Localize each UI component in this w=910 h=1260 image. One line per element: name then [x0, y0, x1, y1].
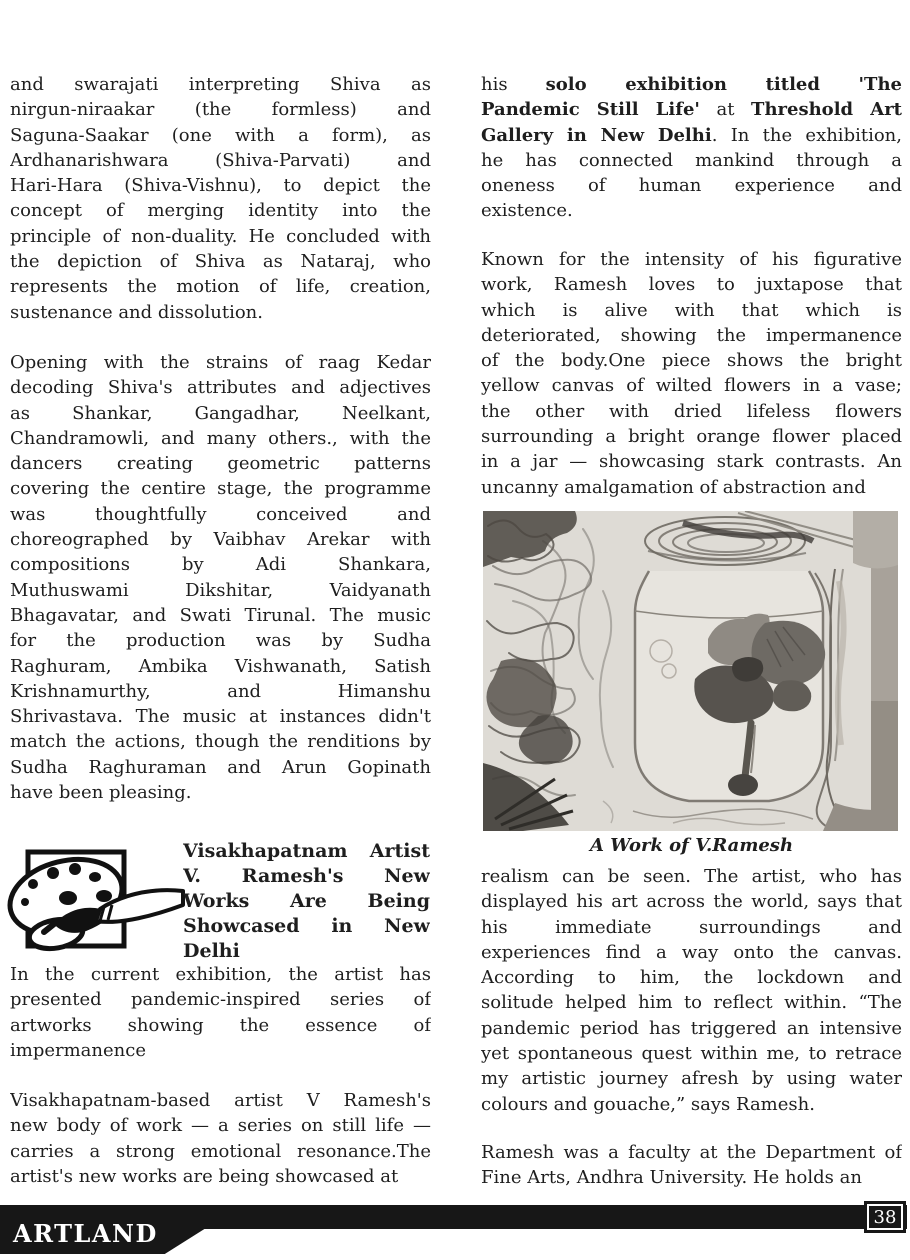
text-line: his immediate surroundings and	[481, 916, 902, 938]
text-line: existence.	[481, 200, 573, 222]
text-line	[481, 123, 902, 148]
feature-paragraph-3	[481, 864, 902, 1117]
text-line: dancers creating geometric patterns	[10, 453, 431, 475]
feature-paragraph-1	[481, 72, 902, 224]
text-line: artworks showing the essence of	[10, 1014, 431, 1036]
figure-caption: A Work of V.Ramesh	[589, 835, 794, 856]
text-line: Showcased in New	[183, 915, 430, 937]
text-line: of the body.One piece shows the bright	[481, 350, 902, 372]
text-line: for the production was by Sudha	[10, 630, 431, 652]
text-line: new body of work — a series on still life —	[10, 1115, 431, 1137]
text-line: the depiction of Shiva as Nataraj, who	[10, 251, 431, 273]
text-line: match the actions, though the renditions by	[10, 731, 431, 753]
text-line: nirgun-niraakar (the formless) and	[10, 99, 431, 121]
bold-text-segment: Gallery in New Delhi	[481, 124, 712, 146]
text-line: presented pandemic-inspired series of	[10, 989, 431, 1011]
text-line: deteriorated, showing the impermanence	[481, 324, 902, 346]
text-line: work, Ramesh loves to juxtapose that	[481, 274, 902, 296]
text-line: Visakhapatnam-based artist V Ramesh's	[10, 1090, 431, 1111]
text-line: compositions by Adi Shankara,	[10, 554, 431, 576]
text-line: Delhi	[183, 940, 240, 962]
text-line: Works Are Being	[183, 890, 430, 912]
text-line: Visakhapatnam Artist	[183, 840, 430, 862]
text-line: Fine Arts, Andhra University. He holds an	[481, 1167, 862, 1189]
text-line	[481, 97, 902, 122]
artwork-image	[483, 511, 898, 831]
text-line: In the current exhibition, the artist has	[10, 964, 431, 985]
page-number-badge: 38	[867, 1204, 903, 1230]
text-line: my artistic journey afresh by using water	[481, 1068, 902, 1090]
text-line: Bhagavatar, and Swati Tirunal. The music	[10, 604, 431, 626]
text-line: Raghuram, Ambika Vishwanath, Satish	[10, 655, 431, 677]
text-line: Saguna-Saakar (one with a form), as	[10, 124, 431, 146]
text-line: choreographed by Vaibhav Arekar with	[10, 529, 431, 551]
text-line: Ardhanarishwara (Shiva-Parvati) and	[10, 149, 431, 171]
dance-review-paragraph-1	[10, 72, 431, 325]
text-line: yet spontaneous quest within me, to retrace	[481, 1043, 902, 1065]
feature-intro-paragraph	[10, 1088, 431, 1189]
text-line: artist's new works are being showcased at	[10, 1165, 399, 1187]
text-line: principle of non-duality. He concluded with	[10, 225, 431, 247]
text-line: impermanence	[10, 1039, 146, 1061]
text-line: he has connected mankind through a	[481, 149, 902, 171]
text-line: Sudha Raghuraman and Arun Gopinath	[10, 756, 431, 778]
text-line: which is alive with that which is	[481, 299, 902, 321]
text-line: represents the motion of life, creation,	[10, 276, 431, 298]
text-line: uncanny amalgamation of abstraction and	[481, 476, 866, 498]
text-line: pandemic period has triggered an intensive	[481, 1017, 902, 1039]
text-line: Krishnamurthy, and Himanshu	[10, 680, 431, 702]
text-line: Chandramowli, and many others., with the	[10, 427, 431, 449]
text-line: as Shankar, Gangadhar, Neelkant,	[10, 402, 431, 424]
magazine-brand: ARTLAND	[13, 1219, 158, 1248]
text-line: Shrivastava. The music at instances didn't	[10, 706, 431, 728]
text-line: V. Ramesh's New	[183, 865, 430, 887]
text-line: realism can be seen. The artist, who has	[481, 866, 902, 887]
text-line: yellow canvas of wilted flowers in a vase;	[481, 375, 902, 397]
text-line: and swarajati interpreting Shiva as	[10, 74, 431, 95]
text-line: Muthuswami Dikshitar, Vaidyanath	[10, 579, 431, 601]
text-line	[481, 72, 902, 97]
text-line: Known for the intensity of his figurative	[481, 249, 902, 270]
feature-paragraph-2	[481, 247, 902, 500]
text-line: Hari-Hara (Shiva-Vishnu), to depict the	[10, 175, 431, 197]
text-segment: at	[699, 99, 752, 121]
text-line: was thoughtfully conceived and	[10, 503, 431, 525]
text-line: covering the centire stage, the programme	[10, 478, 431, 500]
text-line: in a jar — showcasing stark contrasts. An	[481, 451, 902, 473]
feature-paragraph-4	[481, 1140, 902, 1191]
text-line: experiences find a way onto the canvas.	[481, 941, 902, 963]
text-line: Ramesh was a faculty at the Department of	[481, 1142, 902, 1163]
bold-text-segment: solo exhibition titled 'The	[545, 74, 902, 95]
text-line: Opening with the strains of raag Kedar	[10, 352, 431, 373]
text-line: colours and gouache,” says Ramesh.	[481, 1093, 815, 1115]
text-line: have been pleasing.	[10, 782, 192, 804]
text-line: solitude helped him to reflect within. “The	[481, 992, 902, 1014]
text-line: sustenance and dissolution.	[10, 301, 263, 323]
text-line: According to him, the lockdown and	[481, 967, 902, 989]
text-segment: . In the exhibition,	[711, 124, 902, 146]
feature-standfirst	[10, 962, 431, 1063]
dance-review-paragraph-2	[10, 350, 431, 805]
text-line: carries a strong emotional resonance.The	[10, 1140, 431, 1162]
text-line: decoding Shiva's attributes and adjectives	[10, 377, 431, 399]
artist-palette-icon	[6, 847, 186, 963]
text-segment: his	[481, 74, 546, 95]
text-line: concept of merging identity into the	[10, 200, 431, 222]
text-line: oneness of human experience and	[481, 175, 902, 197]
text-line: the other with dried lifeless flowers	[481, 400, 902, 422]
bold-text-segment: Pandemic Still Life'	[481, 99, 700, 121]
bold-text-segment: Threshold Art	[751, 99, 902, 121]
text-line: displayed his art across the world, says that	[481, 891, 902, 913]
feature-headline	[183, 839, 430, 964]
text-line: surrounding a bright orange flower placed	[481, 426, 902, 448]
